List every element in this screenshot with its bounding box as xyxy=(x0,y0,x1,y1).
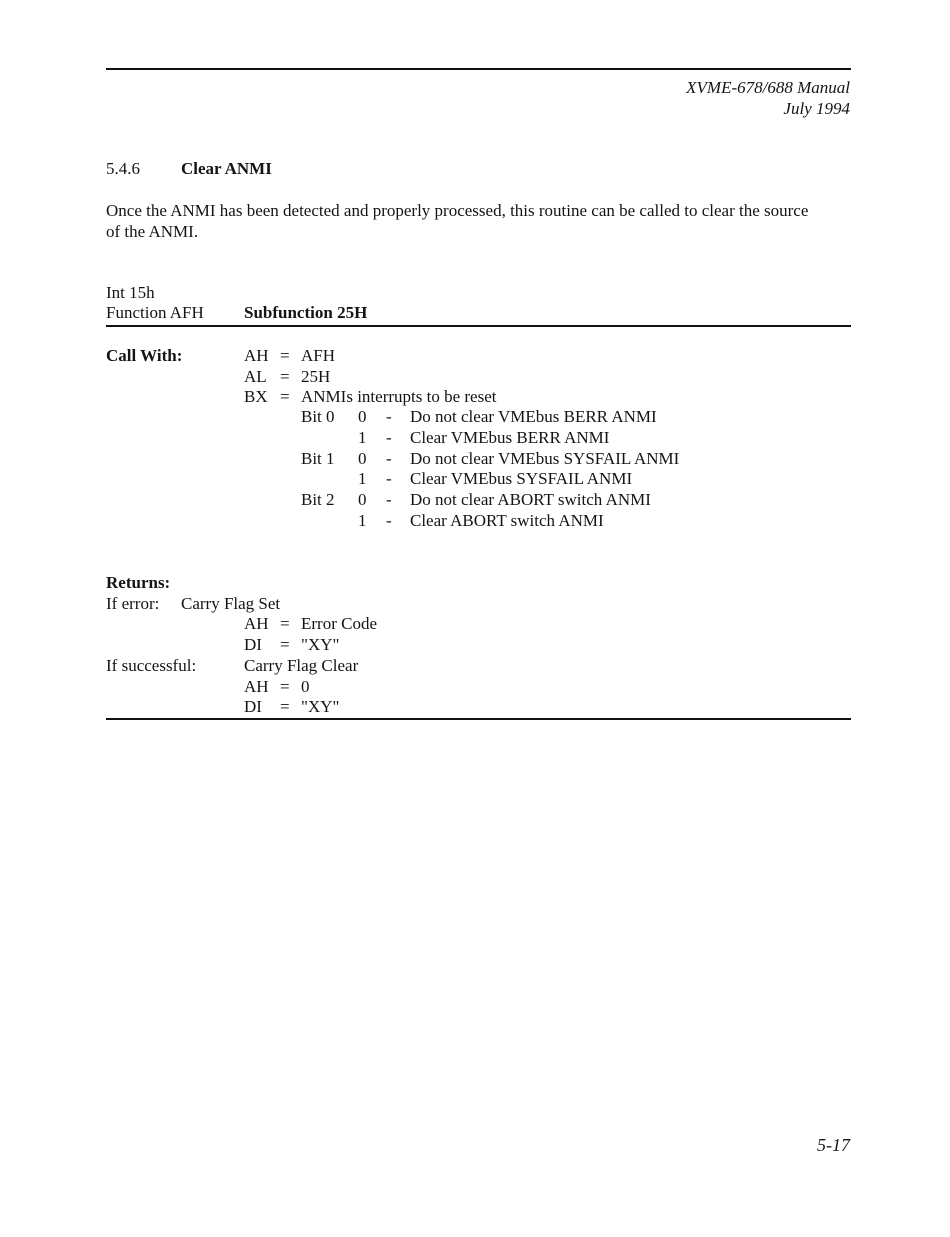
register-name: AH xyxy=(244,614,269,633)
section-title: Clear ANMI xyxy=(181,159,272,178)
bit-description: Do not clear VMEbus SYSFAIL ANMI xyxy=(410,449,680,468)
register-value: "XY" xyxy=(301,697,340,716)
bit-dash: - xyxy=(386,469,392,488)
manual-date: July 1994 xyxy=(783,99,850,118)
register-value: "XY" xyxy=(301,635,340,654)
bit-dash: - xyxy=(386,511,392,530)
bit-value: 1 xyxy=(358,511,367,530)
register-value: 0 xyxy=(301,677,310,696)
bit-value: 1 xyxy=(358,469,367,488)
bit-dash: - xyxy=(386,449,392,468)
header-rule xyxy=(106,68,851,70)
register-name: AH xyxy=(244,677,269,696)
if-successful-label: If successful: xyxy=(106,656,197,675)
bit-label: Bit 1 xyxy=(301,449,335,468)
returns-bottom-rule xyxy=(106,718,851,720)
equals-sign: = xyxy=(280,614,290,633)
function-label: Function AFH xyxy=(106,303,204,322)
subfunction-label: Subfunction 25H xyxy=(244,303,368,322)
section-number: 5.4.6 xyxy=(106,159,140,178)
bit-label: Bit 2 xyxy=(301,490,335,509)
error-flag: Carry Flag Set xyxy=(181,594,281,613)
equals-sign: = xyxy=(280,677,290,696)
equals-sign: = xyxy=(280,635,290,654)
interrupt-label: Int 15h xyxy=(106,283,155,302)
call-with-label: Call With: xyxy=(106,346,183,365)
bit-description: Do not clear VMEbus BERR ANMI xyxy=(410,407,657,426)
register-name: DI xyxy=(244,697,262,716)
bit-description: Clear ABORT switch ANMI xyxy=(410,511,604,530)
bit-value: 0 xyxy=(358,449,367,468)
equals-sign: = xyxy=(280,367,290,386)
bit-description: Do not clear ABORT switch ANMI xyxy=(410,490,651,509)
returns-label: Returns: xyxy=(106,573,171,592)
equals-sign: = xyxy=(280,387,290,406)
bit-value: 0 xyxy=(358,490,367,509)
register-name: AL xyxy=(244,367,267,386)
register-name: BX xyxy=(244,387,268,406)
success-flag: Carry Flag Clear xyxy=(244,656,359,675)
bit-dash: - xyxy=(386,428,392,447)
equals-sign: = xyxy=(280,697,290,716)
if-error-label: If error: xyxy=(106,594,160,613)
register-value: ANMIs interrupts to be reset xyxy=(301,387,497,406)
register-name: AH xyxy=(244,346,269,365)
page-number: 5-17 xyxy=(817,1135,850,1155)
intro-line-2: of the ANMI. xyxy=(106,222,199,241)
register-name: DI xyxy=(244,635,262,654)
bit-dash: - xyxy=(386,407,392,426)
bit-value: 1 xyxy=(358,428,367,447)
equals-sign: = xyxy=(280,346,290,365)
bit-description: Clear VMEbus SYSFAIL ANMI xyxy=(410,469,633,488)
intro-line-1: Once the ANMI has been detected and properly processed, this routine can be called to clear the source xyxy=(106,201,809,220)
register-value: Error Code xyxy=(301,614,378,633)
bit-description: Clear VMEbus BERR ANMI xyxy=(410,428,610,447)
register-value: 25H xyxy=(301,367,331,386)
bit-dash: - xyxy=(386,490,392,509)
bit-value: 0 xyxy=(358,407,367,426)
register-value: AFH xyxy=(301,346,336,365)
manual-title: XVME-678/688 Manual xyxy=(686,78,850,97)
function-header-rule xyxy=(106,325,851,327)
bit-label: Bit 0 xyxy=(301,407,335,426)
